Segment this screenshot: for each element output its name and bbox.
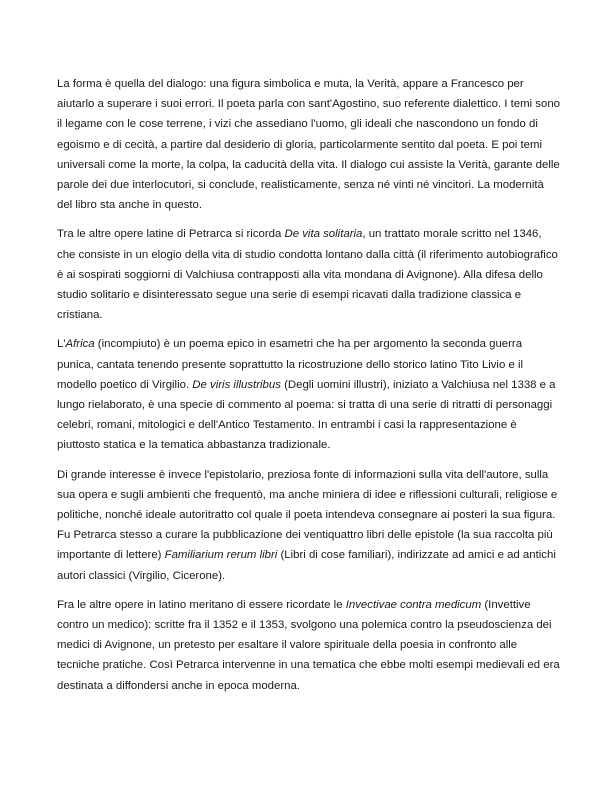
text-run: (Invettive contro un medico): scritte fra il 1352 e il 1353, svolgono una polemica contro la pseudoscienza dei medici di Avignone, un pretesto per esaltare il valore spirituale della poesia in confronto alle tecniche pratiche. Così Petrarca intervenne in una tematica che ebbe molti esempi medievali ed era destinata a diffondersi anche in epoca moderna.: [57, 598, 560, 692]
work-title: De viris illustribus: [192, 378, 281, 391]
paragraph-invectivae: [57, 595, 560, 696]
text-run: (Libri di cose familiari), indirizzate ad amici e ad antichi autori classici (Virgilio, Cicerone).: [57, 549, 556, 582]
text-run: L': [57, 338, 66, 351]
work-title: Invectivae contra medicum: [345, 598, 482, 611]
work-title: Africa: [65, 338, 95, 351]
text-run: Fra le altre opere in latino meritano di essere ricordate le: [57, 598, 346, 611]
paragraph-dialogue: [57, 74, 560, 215]
work-title: Familiarium rerum libri: [164, 549, 278, 562]
paragraph-africa: [57, 334, 560, 455]
document-page: [57, 74, 560, 705]
text-run: La forma è quella del dialogo: una figura simbolica e muta, la Verità, appare a Francesco per aiutarlo a superare i suoi errori. Il poeta parla con sant'Agostino, suo referente dialettico. I temi sono il legame con le cose terrene, i vizi che assediano l'uomo, gli ideali che nascondono un fondo di egoismo e di cecità, a partire dal desiderio di gloria, particolarmente sentito dal poeta. E poi temi universali come la morte, la colpa, la caducità della vita. Il dialogo cui assiste la Verità, garante delle parole dei due interlocutori, si conclude, realisticamente, senza né vinti né vincitori. La modernità del libro sta anche in questo.: [57, 78, 561, 212]
text-run: Tra le altre opere latine di Petrarca si ricorda: [57, 228, 285, 241]
text-run: , un trattato morale scritto nel 1346, che consiste in un elogio della vita di studio condotta lontano dalla città (il riferimento autobiografico è ai sospirati soggiorni di Valchiusa contrapposti alla vita mondana di Avignone). Alla difesa dello studio solitario e disinteressato segue una serie di esempi ricavati dalla tradizione classica e cristiana.: [57, 228, 558, 322]
text-run: Di grande interesse è invece l'epistolario, preziosa fonte di informazioni sulla vita dell'autore, sulla sua opera e sugli ambienti che frequentò, ma anche miniera di idee e riflessioni culturali, religiose e politiche, nonché ideale autoritratto col quale il poeta intendeva consegnare ai posteri la sua figura. Fu Petrarca stesso a curare la pubblicazione dei ventiquattro libri delle epistole (la sua raccolta più importante di lettere): [57, 468, 558, 562]
text-run: (incompiuto) è un poema epico in esametri che ha per argomento la seconda guerra punica, cantata tenendo presente soprattutto la ricostruzione dello storico latino Tito Livio e il modello poetico di Virgilio.: [57, 338, 524, 391]
text-run: (Degli uomini illustri), iniziato a Valchiusa nel 1338 e a lungo rielaborato, è una specie di commento al poema: si tratta di una serie di ritratti di personaggi celebri, romani, mitologici e dell'Antico Testamento. In entrambi i casi la rappresentazione è piuttosto statica e la tematica abbastanza tradizionale.: [57, 378, 556, 452]
paragraph-epistolario: [57, 465, 560, 586]
paragraph-de-vita-solitaria: [57, 224, 560, 325]
work-title: De vita solitaria: [284, 228, 363, 241]
